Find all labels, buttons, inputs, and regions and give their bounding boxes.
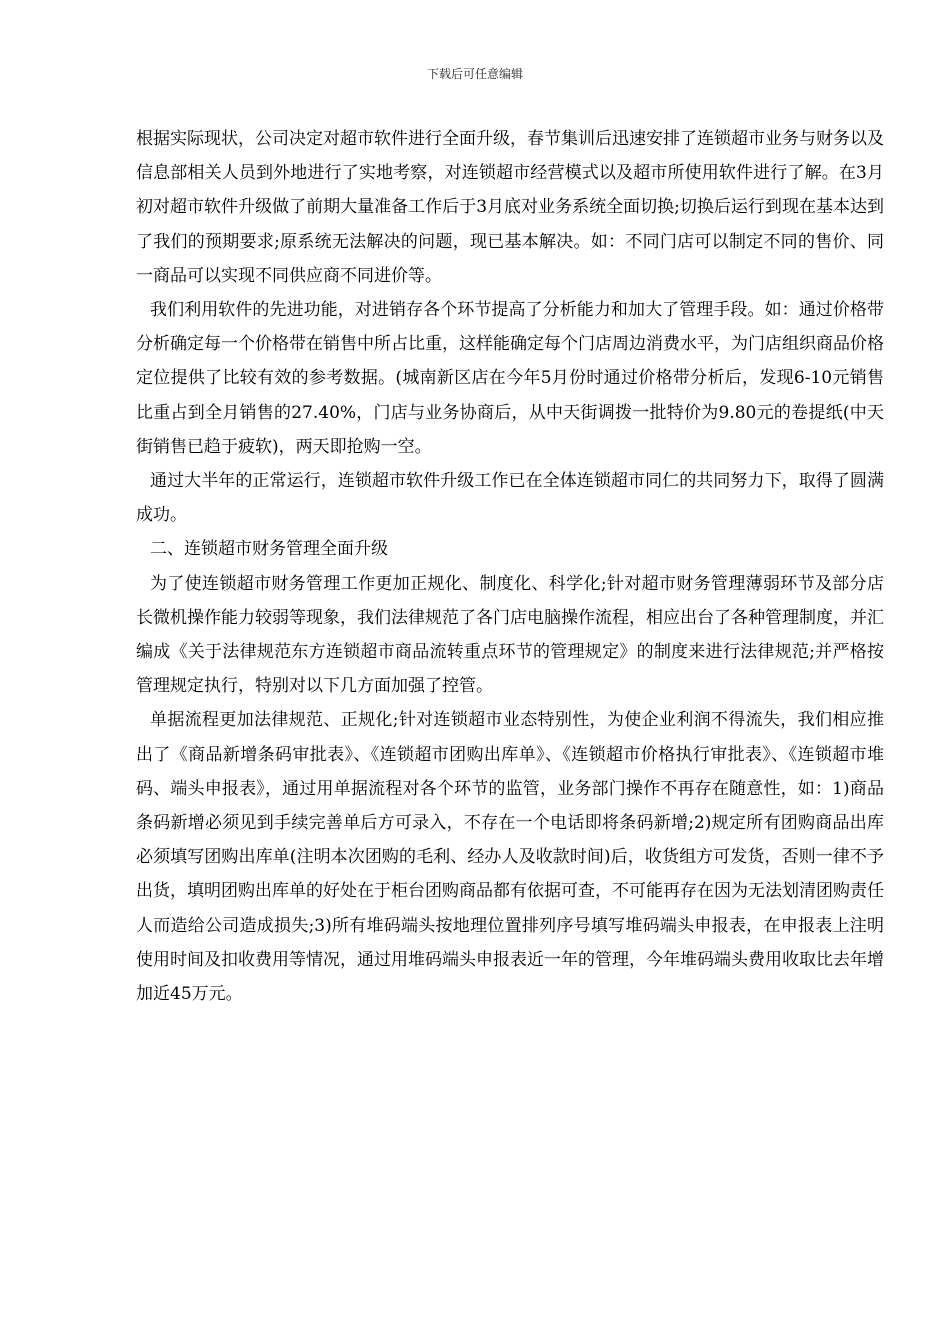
paragraph-software-upgrade-intro: 根据实际现状，公司决定对超市软件进行全面升级，春节集训后迅速安排了连锁超市业务与财务以及信息部相关人员到外地进行了实地考察，对连锁超市经营模式以及超市所使用软件进行了解。在3月初对超市软件升级做了前期大量准备工作后于3月底对业务系统全面切换;切换后运行到现在基本达到了我们的预期要求;原系统无法解决的问题，现已基本解决。如：不同门店可以制定不同的售价、同一商品可以实现不同供应商不同进价等。	[136, 129, 884, 286]
paragraph-document-process: 单据流程更加法律规范、正规化;针对连锁超市业态特别性，为使企业利润不得流失，我们相应推出了《商品新增条码审批表》、《连锁超市团购出库单》、《连锁超市价格执行审批表》、《连锁超市堆码、端头申报表》，通过用单据流程对各个环节的监管，业务部门操作不再存在随意性，如：1)商品条码新增必须见到手续完善单后方可录入，不存在一个电话即将条码新增;2)规定所有团购商品出库必须填写团购出库单(注明本次团购的毛利、经办人及收款时间)后，收货组方可发货，否则一律不予出货，填明团购出库单的好处在于柜台团购商品都有依据可查，不可能再存在因为无法划清团购责任人而造给公司造成损失;3)所有堆码端头按地理位置排列序号填写堆码端头申报表，在申报表上注明使用时间及扣收费用等情况，通过用堆码端头申报表近一年的管理，今年堆码端头费用收取比去年增加近45万元。	[136, 710, 884, 1005]
page-header-note: 下载后可任意编辑	[426, 67, 523, 81]
paragraph-finance-management: 为了使连锁超市财务管理工作更加正规化、制度化、科学化;针对超市财务管理薄弱环节及部分店长微机操作能力较弱等现象，我们法律规范了各门店电脑操作流程，相应出台了各种管理制度，并汇编成《关于法律规范东方连锁超市商品流转重点环节的管理规定》的制度来进行法律规范;并严格按管理规定执行，特别对以下几方面加强了控管。	[136, 573, 884, 697]
document-body	[136, 122, 884, 1011]
section-heading-finance: 二、连锁超市财务管理全面升级	[150, 539, 388, 560]
paragraph-software-functions: 我们利用软件的先进功能，对进销存各个环节提高了分析能力和加大了管理手段。如：通过价格带分析确定每一个价格带在销售中所占比重，这样能确定每个门店周边消费水平，为门店组织商品价格定位提供了比较有效的参考数据。(城南新区店在今年5月份时通过价格带分析后，发现6-10元销售比重占到全月销售的27.40%，门店与业务协商后，从中天街调拨一批特价为9.80元的卷提纸(中天街销售已趋于疲软)，两天即抢购一空。	[136, 300, 884, 457]
paragraph-upgrade-success: 通过大半年的正常运行，连锁超市软件升级工作已在全体连锁超市同仁的共同努力下，取得了圆满成功。	[136, 471, 884, 526]
